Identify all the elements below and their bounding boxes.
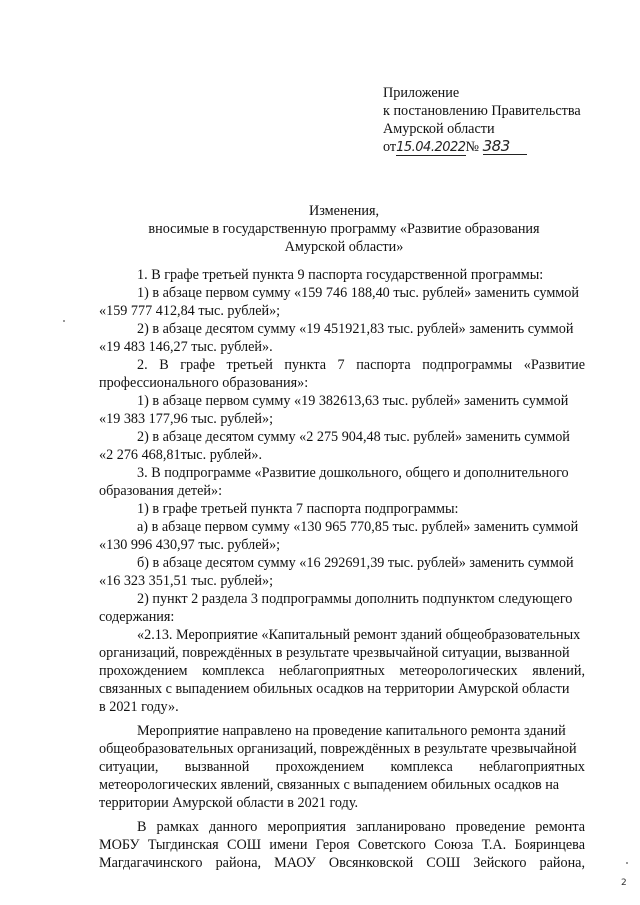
body-line: 1) в графе третьей пункта 7 паспорта подпрограммы: bbox=[137, 501, 459, 517]
date-value: 15.04.2022 bbox=[396, 140, 466, 155]
body-line: 3. В подпрограмме «Развитие дошкольного, общего и дополнительного bbox=[137, 465, 569, 481]
body-line: «2.13. Мероприятие «Капитальный ремонт зданий общеобразовательных bbox=[137, 627, 581, 643]
body-line: связанных с выпадением обильных осадков на территории Амурской области bbox=[99, 681, 570, 697]
date-prefix: от bbox=[383, 139, 397, 155]
body-line: профессионального образования»: bbox=[99, 375, 309, 391]
header-date-line bbox=[383, 138, 527, 156]
body-line: «16 323 351,51 тыс. рублей»; bbox=[99, 573, 274, 589]
header-resolution: к постановлению Правительства bbox=[383, 103, 581, 119]
body-line: «19 483 146,27 тыс. рублей». bbox=[99, 339, 273, 355]
title-line-1: Изменения, bbox=[308, 203, 380, 219]
body-line: 2) в абзаце десятом сумму «2 275 904,48 тыс. рублей» заменить суммой bbox=[137, 429, 570, 445]
scan-speck bbox=[626, 862, 628, 864]
body-line: прохождением комплекса неблагоприятных метеорологических явлений, bbox=[99, 663, 585, 679]
body-line: Мероприятие направлено на проведение капитального ремонта зданий bbox=[137, 723, 566, 739]
body-line: метеорологических явлений, связанных с выпадением обильных осадков на bbox=[99, 777, 560, 793]
scan-speck bbox=[63, 320, 65, 322]
body-line: содержания: bbox=[99, 609, 175, 625]
body-line: «130 996 430,97 тыс. рублей»; bbox=[99, 537, 281, 553]
body-line: 1) в абзаце первом сумму «159 746 188,40 тыс. рублей» заменить суммой bbox=[137, 285, 579, 301]
header-appendix: Приложение bbox=[383, 85, 460, 101]
body-line: ситуации, вызванной прохождением комплекса неблагоприятных bbox=[99, 759, 585, 775]
body-line: образования детей»: bbox=[99, 483, 223, 499]
body-line: территории Амурской области в 2021 году. bbox=[99, 795, 359, 811]
body-line: а) в абзаце первом сумму «130 965 770,85 тыс. рублей» заменить суммой bbox=[137, 519, 579, 535]
body-line: в 2021 году». bbox=[99, 699, 179, 715]
body-line: 2) в абзаце десятом сумму «19 451921,83 тыс. рублей» заменить суммой bbox=[137, 321, 574, 337]
body-line: 2. В графе третьей пункта 7 паспорта подпрограммы «Развитие bbox=[137, 357, 585, 373]
header-region: Амурской области bbox=[383, 121, 495, 137]
body-line: б) в абзаце десятом сумму «16 292691,39 тыс. рублей» заменить суммой bbox=[137, 555, 574, 571]
body-line: Магдагачинского района, МАОУ Овсянковской СОШ Зейского района, bbox=[99, 855, 585, 871]
body-line: 1) в абзаце первом сумму «19 382613,63 тыс. рублей» заменить суммой bbox=[137, 393, 569, 409]
title-line-3: Амурской области» bbox=[284, 239, 404, 255]
body-line: 1. В графе третьей пункта 9 паспорта государственной программы: bbox=[137, 267, 544, 283]
body-line: общеобразовательных организаций, повреждённых в результате чрезвычайной bbox=[99, 741, 577, 757]
number-sign: № bbox=[465, 139, 480, 155]
body-line: «2 276 468,81тыс. рублей». bbox=[99, 447, 262, 463]
body-line: «159 777 412,84 тыс. рублей»; bbox=[99, 303, 281, 319]
title-line-2: вносимые в государственную программу «Развитие образования bbox=[148, 221, 540, 237]
body-line: В рамках данного мероприятия запланировано проведение ремонта bbox=[137, 819, 585, 835]
body-line: «19 383 177,96 тыс. рублей»; bbox=[99, 411, 274, 427]
body-line: организаций, повреждённых в результате чрезвычайной ситуации, вызванной bbox=[99, 645, 570, 661]
footer-mark: 2 bbox=[621, 878, 627, 888]
body-line: МОБУ Тыгдинская СОШ имени Героя Советского Союза Т.А. Бояринцева bbox=[99, 837, 585, 853]
body-line: 2) пункт 2 раздела 3 подпрограммы дополнить подпунктом следующего bbox=[137, 591, 573, 607]
number-value: 383 bbox=[483, 139, 527, 155]
